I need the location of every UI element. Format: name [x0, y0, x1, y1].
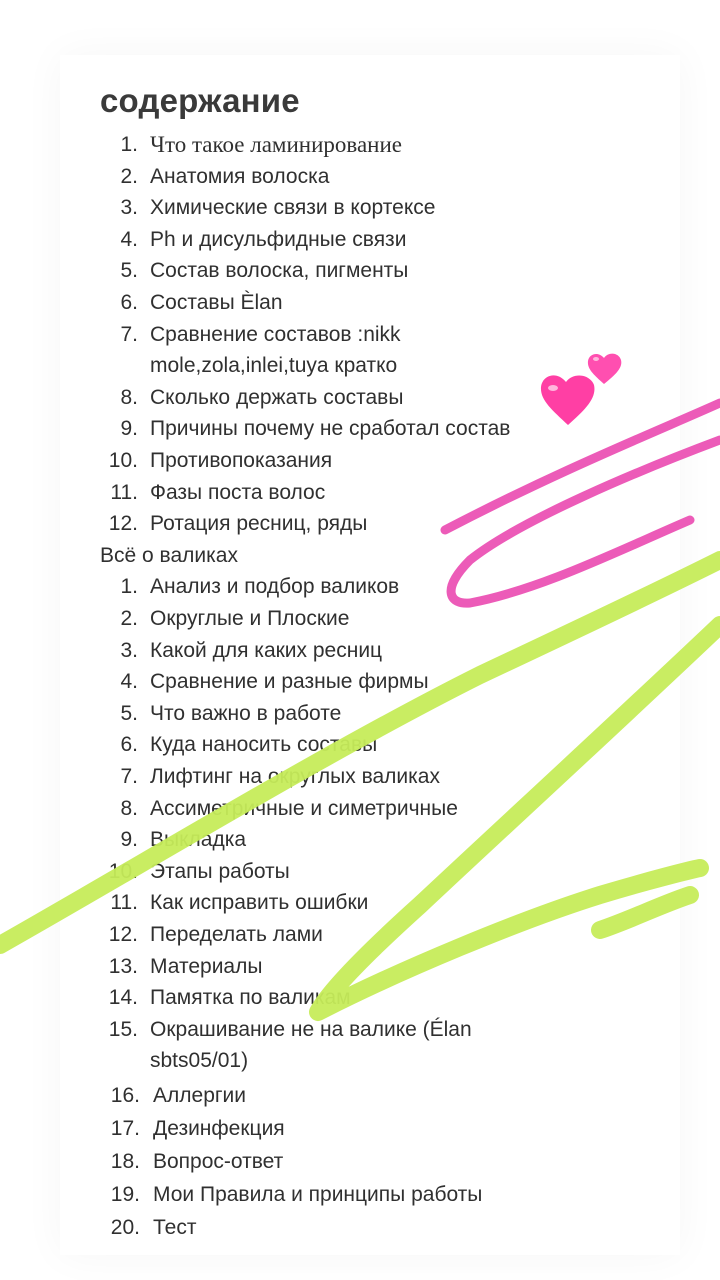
list-item-label: Причины почему не сработал состав — [150, 417, 511, 440]
list-item-number: 3. — [120, 639, 138, 662]
list-item-label: Вопрос-ответ — [153, 1150, 284, 1173]
list-item-number: 14. — [108, 986, 138, 1009]
list-item-number: 8. — [120, 797, 138, 820]
list-item-label: mole,zola,inlei,tuya кратко — [150, 354, 398, 377]
list-item-number: 17. — [110, 1117, 140, 1140]
list-item-label: Окрашивание не на валике (Élan — [150, 1018, 472, 1041]
list-item-label: Мои Правила и принципы работы — [153, 1183, 483, 1206]
list-item-number: 4. — [120, 670, 138, 693]
list-item-label: Что важно в работе — [150, 702, 342, 725]
list-item-label: Какой для каких ресниц — [150, 639, 383, 662]
list-item-label: Состав волоска, пигменты — [150, 259, 409, 282]
list-item-label: Химические связи в кортексе — [150, 196, 436, 219]
list-item-label: Анатомия волоска — [150, 165, 330, 188]
list-item-number: 12. — [108, 923, 138, 946]
list-item-number: 12. — [108, 512, 138, 535]
list-item-label: Ротация ресниц, ряды — [150, 512, 368, 535]
list-item-number: 10. — [108, 860, 138, 883]
list-item-label: Сравнение и разные фирмы — [150, 670, 429, 693]
list-item-number: 7. — [120, 323, 138, 346]
section-heading: Всё о валиках — [100, 544, 238, 567]
list-item-label: Лифтинг на округлых валиках — [150, 765, 440, 788]
list-item-number: 1. — [120, 133, 138, 156]
list-item-label: sbts05/01) — [150, 1049, 249, 1072]
list-item-label: Округлые и Плоские — [150, 607, 350, 630]
list-item-label: Аллергии — [153, 1084, 246, 1107]
list-item-label: Противопоказания — [150, 449, 333, 472]
page-title: содержание — [100, 82, 300, 119]
list-item-label: Куда наносить составы — [150, 733, 378, 756]
list-item-number: 9. — [120, 417, 138, 440]
green-scribble — [0, 560, 720, 1012]
list-item-label: Что такое ламинирование — [150, 132, 402, 157]
list-item-label: Составы Èlan — [150, 291, 283, 314]
list-item-label: Сравнение составов :nikk — [150, 323, 401, 346]
list-item-label: Тест — [153, 1216, 197, 1239]
list-item-number: 1. — [120, 575, 138, 598]
list-item-number: 5. — [120, 702, 138, 725]
list-item-number: 2. — [120, 607, 138, 630]
list-item-number: 11. — [110, 891, 138, 914]
list-item-label: Анализ и подбор валиков — [150, 575, 400, 598]
list-item-number: 16. — [110, 1084, 140, 1107]
list-item-number: 3. — [120, 196, 138, 219]
list-item-number: 8. — [120, 386, 138, 409]
list-item-number: 6. — [120, 291, 138, 314]
list-item-label: Выкладка — [150, 828, 247, 851]
list-item-number: 18. — [110, 1150, 140, 1173]
list-item-label: Сколько держать составы — [150, 386, 404, 409]
list-item-number: 13. — [108, 955, 138, 978]
two-hearts-icon — [541, 354, 621, 425]
list-item-label: Ph и дисульфидные связи — [150, 228, 407, 251]
list-item-number: 9. — [120, 828, 138, 851]
list-item-number: 15. — [108, 1018, 138, 1041]
list-item-number: 6. — [120, 733, 138, 756]
list-item-number: 2. — [120, 165, 138, 188]
list-item-number: 11. — [110, 481, 138, 504]
list-item-label: Переделать лами — [150, 923, 323, 946]
list-item-label: Дезинфекция — [153, 1117, 285, 1140]
list-item-label: Фазы поста волос — [150, 481, 326, 504]
list-item-label: Этапы работы — [150, 860, 290, 883]
list-item-number: 19. — [110, 1183, 140, 1206]
list-item-label: Материалы — [150, 955, 263, 978]
list-item-number: 4. — [120, 228, 138, 251]
list-item-number: 20. — [110, 1216, 140, 1239]
list-item-label: Как исправить ошибки — [150, 891, 369, 914]
list-item-number: 5. — [120, 259, 138, 282]
list-item-label: Памятка по валикам — [150, 986, 351, 1009]
list-item-label: Ассиметричные и симетричные — [150, 797, 458, 820]
list-item-number: 7. — [120, 765, 138, 788]
list-item-number: 10. — [108, 449, 138, 472]
